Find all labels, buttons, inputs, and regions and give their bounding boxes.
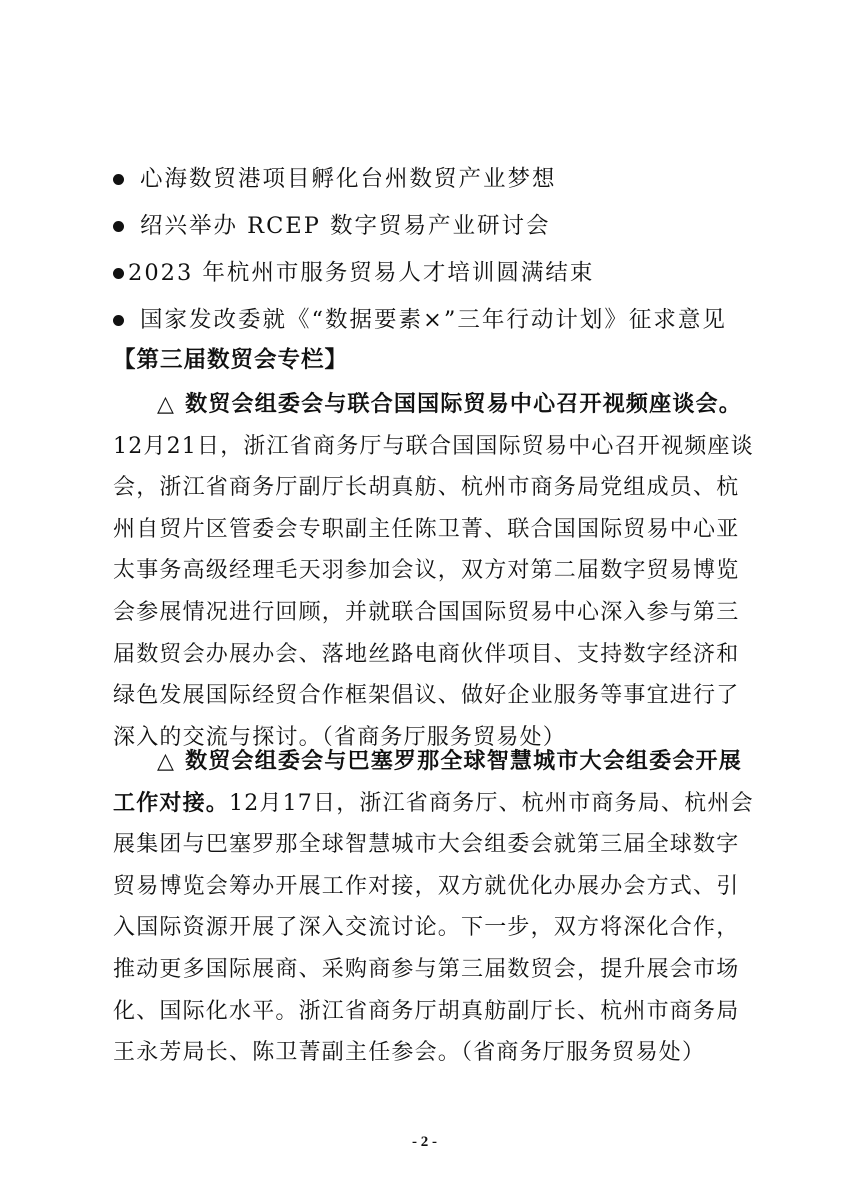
article-headline: 数贸会组委会与巴塞罗那全球智慧城市大会组委会开展 [185, 748, 742, 774]
bullet-item [113, 297, 753, 344]
page-number: - 2 - [412, 1134, 437, 1150]
article-line: 入国际资源开展了深入交流讨论。下一步，双方将深化合作， [113, 915, 740, 941]
bullet-item [113, 250, 753, 297]
article-line [113, 783, 754, 825]
bullet-item [113, 203, 753, 250]
article-headline-continued: 工作对接。 [113, 789, 230, 816]
triangle-icon: △ [157, 749, 176, 774]
bullet-dot-icon [113, 221, 124, 232]
article-line: 太事务高级经理毛天羽参加会议，双方对第二届数字贸易博览 [113, 558, 740, 584]
article-line: 推动更多国际展商、采购商参与第三届数贸会，提升展会市场 [113, 956, 740, 982]
article-line: 贸易博览会筹办开展工作对接，双方就优化办展办会方式、引 [113, 873, 740, 899]
article-line: 深入的交流与探讨。（省商务厅服务贸易处） [113, 724, 567, 750]
article-line: 届数贸会办展办会、落地丝路电商伙伴项目、支持数字经济和 [113, 641, 740, 667]
bullet-dot-icon [113, 268, 124, 279]
bullet-text: 绍兴举办 RCEP 数字贸易产业研讨会 [140, 213, 551, 239]
bullet-text: 2023 年杭州市服务贸易人才培训圆满结束 [128, 260, 595, 286]
article [113, 741, 754, 1074]
article-line: 化、国际化水平。浙江省商务厅胡真舫副厅长、杭州市商务局 [113, 998, 740, 1024]
article-line: 绿色发展国际经贸合作框架倡议、做好企业服务等事宜进行了 [113, 683, 740, 709]
triangle-icon: △ [157, 392, 176, 417]
article-headline: 数贸会组委会与联合国国际贸易中心召开视频座谈会。 [185, 391, 742, 417]
article-line-text: 12月17日，浙江省商务厅、杭州市商务局、杭州会 [229, 790, 754, 816]
column-title: 【第三届数贸会专栏】 [113, 347, 349, 373]
bullet-dot-icon [113, 174, 124, 185]
article-line: 会，浙江省商务厅副厅长胡真舫、杭州市商务局党组成员、杭 [113, 475, 740, 501]
article-line: 12月21日，浙江省商务厅与联合国国际贸易中心召开视频座谈 [113, 433, 754, 459]
bullet-text: 心海数贸港项目孵化台州数贸产业梦想 [140, 166, 557, 192]
article [113, 384, 754, 758]
bullet-item [113, 156, 753, 203]
article-line: 展集团与巴塞罗那全球智慧城市大会组委会就第三届全球数字 [113, 832, 740, 858]
article-headline-line [113, 384, 743, 426]
article-line: 王永芳局长、陈卫菁副主任参会。（省商务厅服务贸易处） [113, 1040, 706, 1066]
bullet-text: 国家发改委就《“数据要素×”三年行动计划》征求意见 [140, 307, 727, 333]
bullet-list [113, 156, 753, 344]
article-line: 会参展情况进行回顾，并就联合国国际贸易中心深入参与第三 [113, 599, 740, 625]
article-headline-line [113, 741, 743, 783]
article-line: 州自贸片区管委会专职副主任陈卫菁、联合国国际贸易中心亚 [113, 516, 740, 542]
bullet-dot-icon [113, 315, 124, 326]
